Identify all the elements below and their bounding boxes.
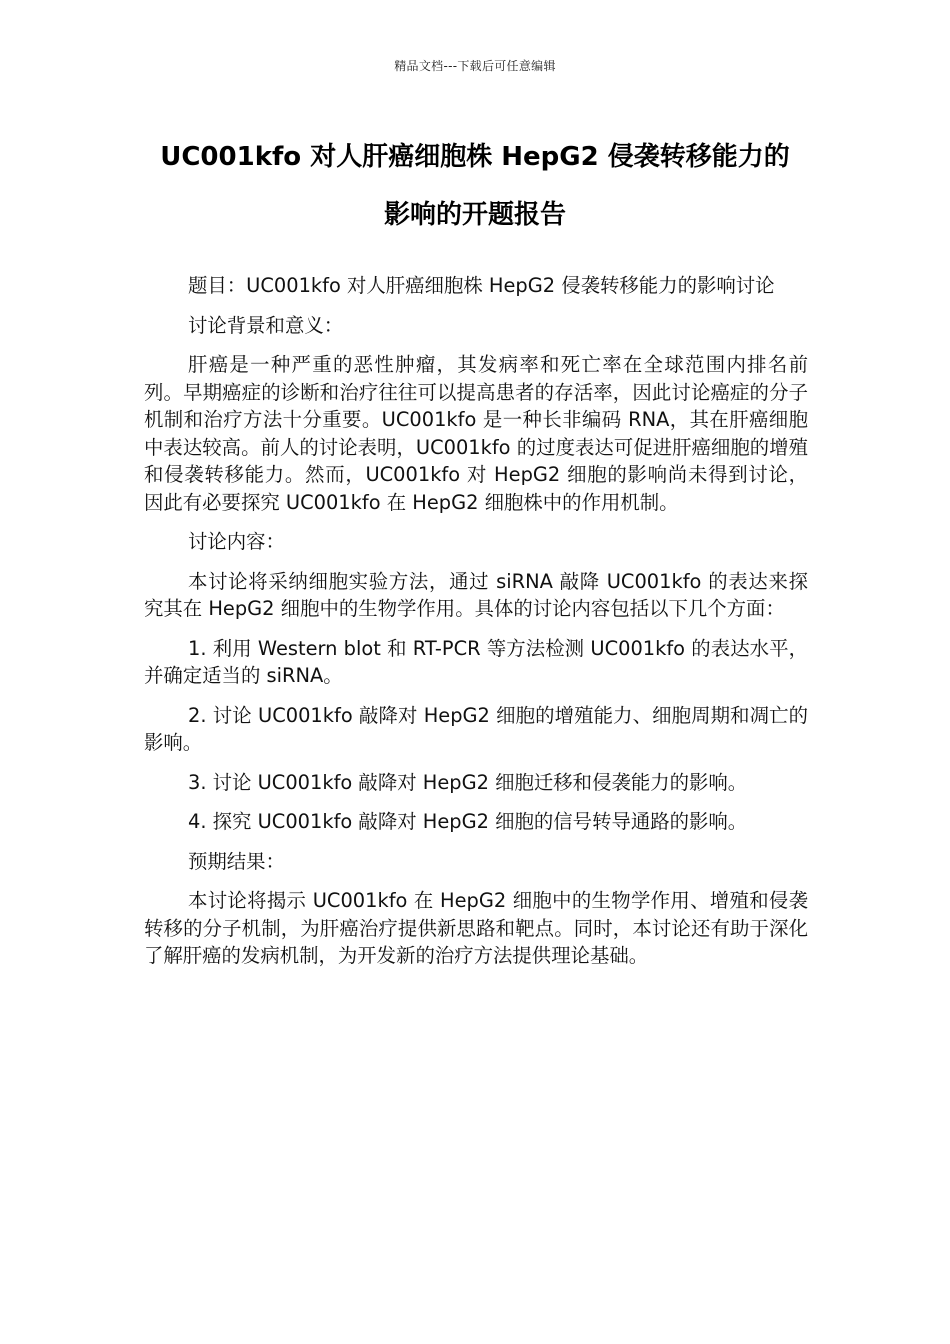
title-line-1: UC001kfo 对人肝癌细胞株 HepG2 侵袭转移能力的 bbox=[160, 142, 790, 172]
list-item: 3. 讨论 UC001kfo 敲降对 HepG2 细胞迁移和侵袭能力的影响。 bbox=[188, 770, 748, 794]
content-list bbox=[144, 635, 808, 836]
background-paragraph: 肝癌是一种严重的恶性肿瘤，其发病率和死亡率在全球范围内排名前列。早期癌症的诊断和治疗往往可以提高患者的存活率，因此讨论癌症的分子机制和治疗方法十分重要。UC001kfo 是一种长非编码 RNA，其在肝癌细胞中表达较高。前人的讨论表明，UC001kfo 的过度表达可促进肝癌细胞的增殖和侵袭转移能力。然而，UC001kfo 对 HepG2 细胞的影响尚未得到讨论，因此有必要探究 UC001kfo 在 HepG2 细胞株中的作用机制。 bbox=[144, 353, 808, 514]
document-body bbox=[144, 272, 808, 982]
list-item: 4. 探究 UC001kfo 敲降对 HepG2 细胞的信号转导通路的影响。 bbox=[188, 810, 748, 833]
background-heading: 讨论背景和意义： bbox=[188, 313, 344, 337]
results-paragraph: 本讨论将揭示 UC001kfo 在 HepG2 细胞中的生物学作用、增殖和侵袭转移的分子机制，为肝癌治疗提供新思路和靶点。同时，本讨论还有助于深化了解肝癌的发病机制，为开发新的治疗方法提供理论基础。 bbox=[144, 889, 808, 967]
content-intro-paragraph: 本讨论将采纳细胞实验方法，通过 siRNA 敲降 UC001kfo 的表达来探究其在 HepG2 细胞中的生物学作用。具体的讨论内容包括以下几个方面： bbox=[144, 569, 808, 620]
document-title bbox=[100, 128, 850, 244]
list-item: 2. 讨论 UC001kfo 敲降对 HepG2 细胞的增殖能力、细胞周期和凋亡的影响。 bbox=[144, 703, 808, 754]
list-item: 1. 利用 Western blot 和 RT-PCR 等方法检测 UC001kfo 的表达水平，并确定适当的 siRNA。 bbox=[144, 636, 808, 687]
topic-paragraph: 题目：UC001kfo 对人肝癌细胞株 HepG2 侵袭转移能力的影响讨论 bbox=[188, 274, 775, 297]
results-heading: 预期结果： bbox=[188, 849, 285, 873]
header-note: 精品文档---下载后可任意编辑 bbox=[394, 59, 556, 73]
title-line-2: 影响的开题报告 bbox=[383, 200, 566, 230]
content-heading: 讨论内容： bbox=[188, 530, 285, 553]
